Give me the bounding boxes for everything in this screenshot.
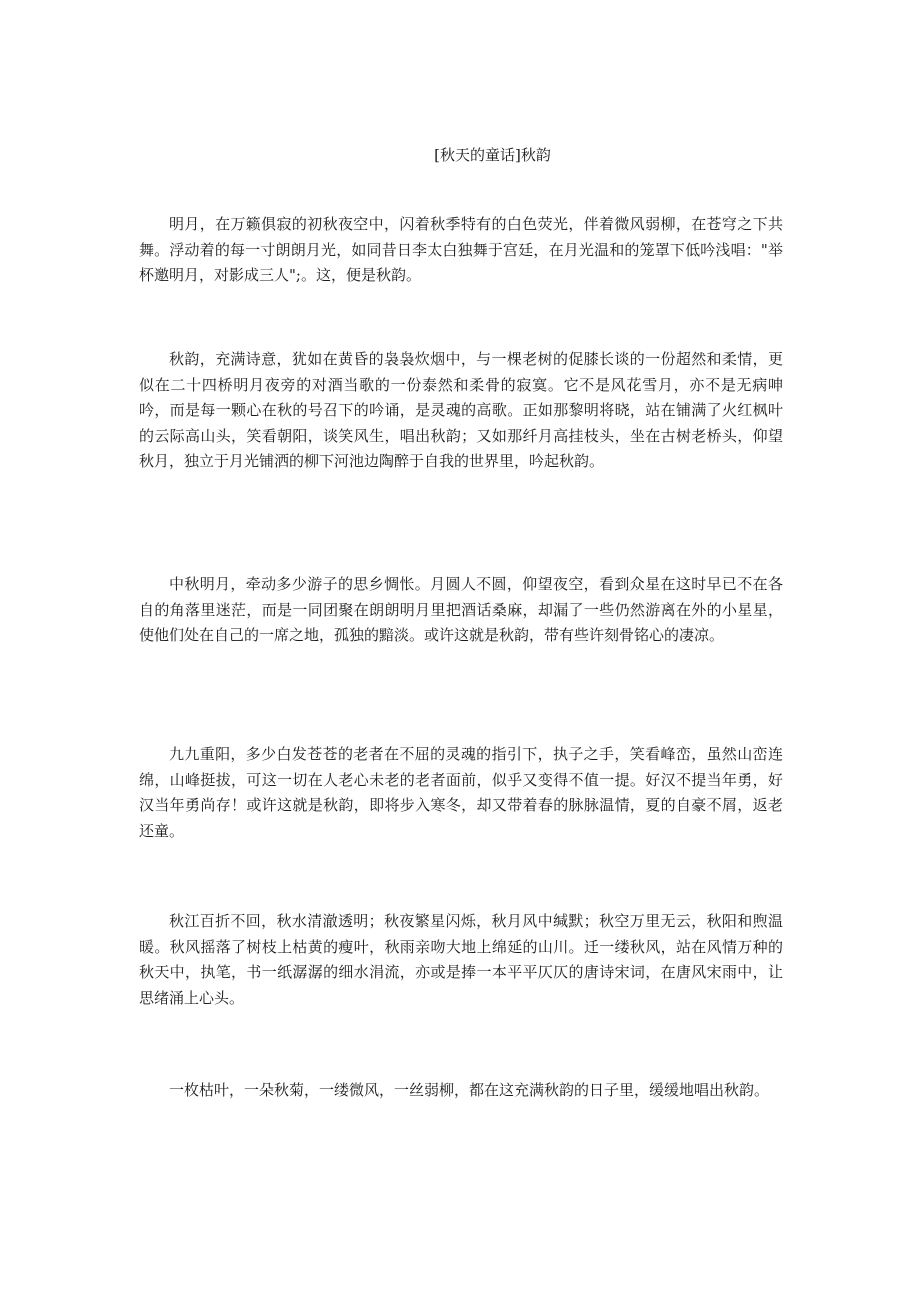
paragraph-3: 中秋明月，牵动多少游子的思乡惆怅。月圆人不圆，仰望夜空，看到众星在这时早已不在各自的角落里迷茫，而是一同团聚在朗朗明月里把酒话桑麻，却漏了一些仍然游离在外的小星星，使他们处在自己的一席之地，孤独的黯淡。或许这就是秋韵，带有些许刻骨铭心的凄凉。 [139,575,783,644]
paragraph-5: 秋江百折不回，秋水清澈透明；秋夜繁星闪烁，秋月风中缄默；秋空万里无云，秋阳和煦温暖。秋风摇落了树枝上枯黄的瘦叶，秋雨亲吻大地上绵延的山川。迁一缕秋风，站在风情万种的秋天中，执笔，书一纸潺潺的细水涓流，亦或是捧一本平平仄仄的唐诗宋词，在唐风宋雨中，让思绪涌上心头。 [139,912,783,1007]
paragraph-2: 秋韵，充满诗意，犹如在黄昏的袅袅炊烟中，与一棵老树的促膝长谈的一份超然和柔情，更似在二十四桥明月夜旁的对酒当歌的一份泰然和柔骨的寂寞。它不是风花雪月，亦不是无病呻吟，而是每一颗心在秋的号召下的吟诵，是灵魂的高歌。正如那黎明将晓，站在铺满了火红枫叶的云际高山头，笑看朝阳，谈笑风生，唱出秋韵；又如那纤月高挂枝头，坐在古树老桥头，仰望秋月，独立于月光铺洒的柳下河池边陶醉于自我的世界里，吟起秋韵。 [139,350,783,470]
document-title: [秋天的童话]秋韵 [434,146,551,164]
paragraph-4: 九九重阳，多少白发苍苍的老者在不屈的灵魂的指引下，执子之手，笑看峰峦，虽然山峦连绵，山峰挺拔，可这一切在人老心未老的老者面前，似乎又变得不值一提。好汉不提当年勇，好汉当年勇尚存！或许这就是秋韵，即将步入寒冬，却又带着春的脉脉温情，夏的自豪不屑，返老还童。 [139,745,783,840]
paragraph-6: 一枚枯叶，一朵秋菊，一缕微风，一丝弱柳，都在这充满秋韵的日子里，缓缓地唱出秋韵。 [169,1081,770,1099]
paragraph-1: 明月，在万籁俱寂的初秋夜空中，闪着秋季特有的白色荧光，伴着微风弱柳，在苍穹之下共舞。浮动着的每一寸朗朗月光，如同昔日李太白独舞于宫廷，在月光温和的笼罩下低吟浅唱："举杯邀明月，对影成三人";。这，便是秋韵。 [139,215,783,284]
